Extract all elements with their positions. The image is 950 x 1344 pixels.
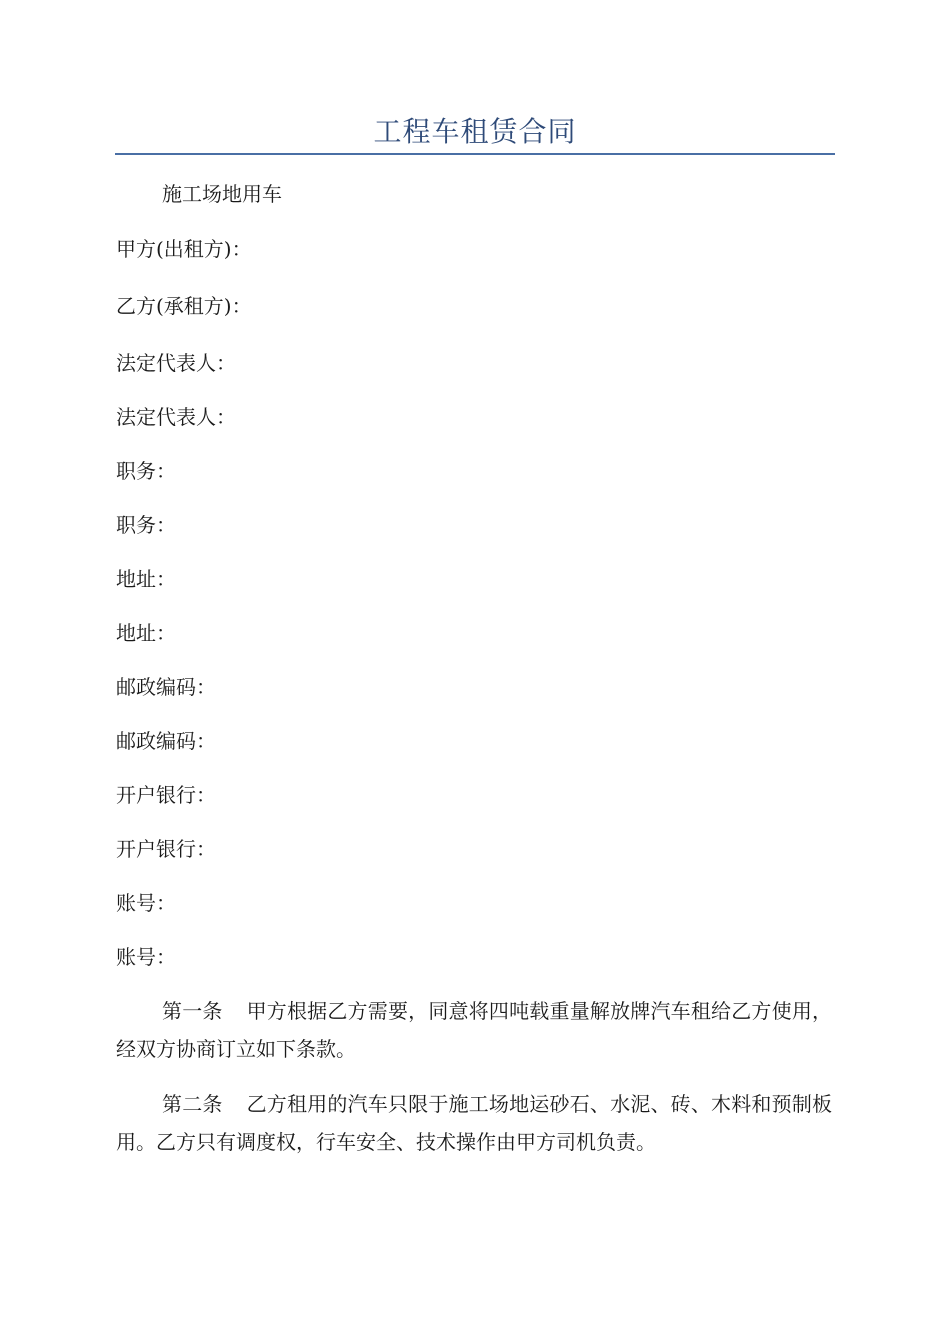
clause-2 <box>116 1085 832 1161</box>
clause-2-number: 第二条 <box>162 1092 223 1116</box>
clause-1-number: 第一条 <box>162 999 223 1023</box>
field-lessor: 甲方(出租方)： <box>116 237 252 261</box>
field-bank-b: 开户银行： <box>116 837 216 861</box>
field-address-a: 地址： <box>116 567 176 591</box>
field-position-b: 职务： <box>116 513 176 537</box>
field-account-b: 账号： <box>116 945 176 969</box>
clause-1-text: 甲方根据乙方需要，同意将四吨载重量解放牌汽车租给乙方使用，经双方协商订立如下条款。 <box>116 999 833 1061</box>
field-postcode-b: 邮政编码： <box>116 729 216 753</box>
field-position-a: 职务： <box>116 459 176 483</box>
field-postcode-a: 邮政编码： <box>116 675 216 699</box>
field-legal-rep-b: 法定代表人： <box>116 405 236 429</box>
document-subtitle: 施工场地用车 <box>162 182 282 206</box>
field-legal-rep-a: 法定代表人： <box>116 351 236 375</box>
field-lessee: 乙方(承租方)： <box>116 294 252 318</box>
clause-1 <box>116 992 832 1068</box>
field-account-a: 账号： <box>116 891 176 915</box>
field-bank-a: 开户银行： <box>116 783 216 807</box>
title-underline <box>115 153 835 155</box>
clause-2-text: 乙方租用的汽车只限于施工场地运砂石、水泥、砖、木料和预制板用。乙方只有调度权，行车安全、技术操作由甲方司机负责。 <box>116 1092 833 1154</box>
document-title: 工程车租赁合同 <box>373 115 577 148</box>
field-address-b: 地址： <box>116 621 176 645</box>
